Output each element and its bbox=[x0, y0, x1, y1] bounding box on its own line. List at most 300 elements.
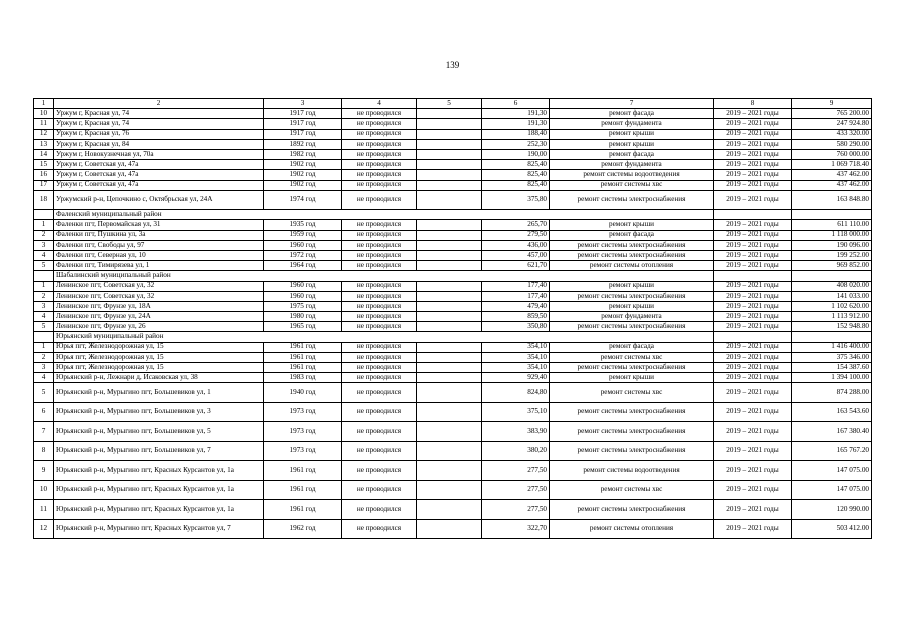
cost-cell: 120 990.00 bbox=[792, 500, 872, 520]
last-repair-cell: не проводился bbox=[342, 422, 417, 442]
address-cell: Уржум г, Красная ул, 84 bbox=[54, 139, 264, 149]
section-title: Фаленский муниципальный район bbox=[54, 210, 714, 220]
address-cell: Юрьянский р-н, Мурыгино пгт, Красных Курсантов ул, 1а bbox=[54, 480, 264, 500]
last-repair-cell: не проводился bbox=[342, 250, 417, 260]
empty-cell bbox=[417, 170, 482, 180]
empty-cell bbox=[417, 402, 482, 422]
work-type-cell: ремонт крыши bbox=[550, 139, 714, 149]
last-repair-cell: не проводился bbox=[342, 149, 417, 159]
period-cell: 2019 – 2021 годы bbox=[714, 383, 792, 403]
empty-cell bbox=[417, 109, 482, 119]
cost-cell: 163 543.60 bbox=[792, 402, 872, 422]
area-cell: 824,80 bbox=[482, 383, 550, 403]
cost-cell: 433 320.00 bbox=[792, 129, 872, 139]
cost-cell: 408 020.00 bbox=[792, 281, 872, 291]
year-built-cell: 1902 год bbox=[264, 160, 342, 170]
table-row bbox=[34, 342, 872, 352]
address-cell: Юрьянский р-н, Мурыгино пгт, Красных Курсантов ул, 1а bbox=[54, 500, 264, 520]
work-type-cell: ремонт системы электроснабжения bbox=[550, 322, 714, 332]
empty-cell bbox=[417, 139, 482, 149]
row-number: 15 bbox=[34, 160, 54, 170]
work-type-cell: ремонт системы электроснабжения bbox=[550, 240, 714, 250]
year-built-cell: 1961 год bbox=[264, 500, 342, 520]
address-cell: Юрьянский р-н, Мурыгино пгт, Большевиков ул, 1 bbox=[54, 383, 264, 403]
area-cell: 279,50 bbox=[482, 230, 550, 240]
table-row bbox=[34, 461, 872, 481]
period-cell: 2019 – 2021 годы bbox=[714, 281, 792, 291]
row-number: 4 bbox=[34, 250, 54, 260]
empty-cell bbox=[417, 149, 482, 159]
work-type-cell: ремонт системы электроснабжения bbox=[550, 402, 714, 422]
table-row bbox=[34, 220, 872, 230]
area-cell: 859,50 bbox=[482, 312, 550, 322]
period-cell: 2019 – 2021 годы bbox=[714, 312, 792, 322]
address-cell: Уржум г, Новокузнечная ул, 70а bbox=[54, 149, 264, 159]
address-cell: Юрьянский р-н, Мурыгино пгт, Большевиков ул, 7 bbox=[54, 441, 264, 461]
empty-cell bbox=[417, 301, 482, 311]
year-built-cell: 1902 год bbox=[264, 180, 342, 190]
header-cell: 3 bbox=[264, 99, 342, 109]
work-type-cell: ремонт системы хвс bbox=[550, 383, 714, 403]
period-cell: 2019 – 2021 годы bbox=[714, 240, 792, 250]
empty-cell bbox=[417, 250, 482, 260]
work-type-cell: ремонт системы водоотведения bbox=[550, 461, 714, 481]
period-cell: 2019 – 2021 годы bbox=[714, 149, 792, 159]
area-cell: 825,40 bbox=[482, 180, 550, 190]
area-cell: 190,00 bbox=[482, 149, 550, 159]
row-number: 9 bbox=[34, 461, 54, 481]
row-number: 5 bbox=[34, 322, 54, 332]
page-number: 139 bbox=[445, 60, 460, 70]
row-number: 10 bbox=[34, 480, 54, 500]
year-built-cell: 1960 год bbox=[264, 291, 342, 301]
address-cell: Юрьянский р-н, Мурыгино пгт, Большевиков ул, 5 bbox=[54, 422, 264, 442]
period-cell: 2019 – 2021 годы bbox=[714, 119, 792, 129]
empty-cell bbox=[417, 281, 482, 291]
last-repair-cell: не проводился bbox=[342, 139, 417, 149]
row-number: 4 bbox=[34, 312, 54, 322]
table-row bbox=[34, 383, 872, 403]
header-cell: 8 bbox=[714, 99, 792, 109]
year-built-cell: 1972 год bbox=[264, 250, 342, 260]
empty-cell bbox=[417, 230, 482, 240]
last-repair-cell: не проводился bbox=[342, 281, 417, 291]
period-cell: 2019 – 2021 годы bbox=[714, 261, 792, 271]
table-row bbox=[34, 149, 872, 159]
period-cell: 2019 – 2021 годы bbox=[714, 170, 792, 180]
area-cell: 375,80 bbox=[482, 190, 550, 210]
table-row bbox=[34, 422, 872, 442]
empty-cell bbox=[417, 261, 482, 271]
period-cell: 2019 – 2021 годы bbox=[714, 461, 792, 481]
last-repair-cell: не проводился bbox=[342, 119, 417, 129]
cost-cell: 190 096.00 bbox=[792, 240, 872, 250]
area-cell: 265,70 bbox=[482, 220, 550, 230]
section-row bbox=[34, 271, 872, 281]
table-row bbox=[34, 250, 872, 260]
year-built-cell: 1965 год bbox=[264, 322, 342, 332]
table-body bbox=[34, 99, 872, 539]
table-row bbox=[34, 170, 872, 180]
table-row bbox=[34, 363, 872, 373]
cost-cell: 437 462.00 bbox=[792, 180, 872, 190]
section-spacer-cell bbox=[792, 210, 872, 220]
empty-cell bbox=[417, 119, 482, 129]
cost-cell: 147 075.00 bbox=[792, 461, 872, 481]
empty-cell bbox=[417, 500, 482, 520]
work-type-cell: ремонт крыши bbox=[550, 373, 714, 383]
cost-cell: 199 252.00 bbox=[792, 250, 872, 260]
empty-cell bbox=[417, 160, 482, 170]
table-row bbox=[34, 180, 872, 190]
work-type-cell: ремонт системы электроснабжения bbox=[550, 500, 714, 520]
row-number: 2 bbox=[34, 352, 54, 362]
header-cell: 7 bbox=[550, 99, 714, 109]
table-row bbox=[34, 240, 872, 250]
empty-cell bbox=[417, 519, 482, 539]
cost-cell: 1 113 912.00 bbox=[792, 312, 872, 322]
row-number: 2 bbox=[34, 291, 54, 301]
year-built-cell: 1975 год bbox=[264, 301, 342, 311]
header-cell: 5 bbox=[417, 99, 482, 109]
cost-cell: 1 118 000.00 bbox=[792, 230, 872, 240]
address-cell: Ленинское пгт, Фрунзе ул, 24А bbox=[54, 312, 264, 322]
empty-cell bbox=[417, 352, 482, 362]
empty-cell bbox=[417, 342, 482, 352]
period-cell: 2019 – 2021 годы bbox=[714, 402, 792, 422]
table-row bbox=[34, 312, 872, 322]
table-header-row bbox=[34, 99, 872, 109]
table-row bbox=[34, 322, 872, 332]
section-spacer-cell bbox=[792, 271, 872, 281]
section-title: Шабалинский муниципальный район bbox=[54, 271, 714, 281]
area-cell: 457,00 bbox=[482, 250, 550, 260]
year-built-cell: 1961 год bbox=[264, 352, 342, 362]
period-cell: 2019 – 2021 годы bbox=[714, 352, 792, 362]
period-cell: 2019 – 2021 годы bbox=[714, 500, 792, 520]
area-cell: 354,10 bbox=[482, 352, 550, 362]
empty-cell bbox=[417, 322, 482, 332]
work-type-cell: ремонт фасада bbox=[550, 149, 714, 159]
year-built-cell: 1961 год bbox=[264, 480, 342, 500]
year-built-cell: 1917 год bbox=[264, 119, 342, 129]
area-cell: 929,40 bbox=[482, 373, 550, 383]
year-built-cell: 1974 год bbox=[264, 190, 342, 210]
address-cell: Юрьянский р-н, Мурыгино пгт, Красных Курсантов ул, 7 bbox=[54, 519, 264, 539]
cost-cell: 247 924.80 bbox=[792, 119, 872, 129]
period-cell: 2019 – 2021 годы bbox=[714, 160, 792, 170]
section-row bbox=[34, 210, 872, 220]
cost-cell: 580 290.00 bbox=[792, 139, 872, 149]
last-repair-cell: не проводился bbox=[342, 342, 417, 352]
cost-cell: 437 462.00 bbox=[792, 170, 872, 180]
area-cell: 191,30 bbox=[482, 119, 550, 129]
empty-cell bbox=[417, 383, 482, 403]
address-cell: Юрьянский р-н, Лежнари д, Исаковская ул, 38 bbox=[54, 373, 264, 383]
table-row bbox=[34, 190, 872, 210]
area-cell: 322,70 bbox=[482, 519, 550, 539]
row-number: 8 bbox=[34, 441, 54, 461]
year-built-cell: 1982 год bbox=[264, 149, 342, 159]
year-built-cell: 1973 год bbox=[264, 402, 342, 422]
work-type-cell: ремонт крыши bbox=[550, 301, 714, 311]
row-number: 3 bbox=[34, 363, 54, 373]
empty-cell bbox=[417, 461, 482, 481]
work-type-cell: ремонт системы электроснабжения bbox=[550, 190, 714, 210]
cost-cell: 1 069 718.40 bbox=[792, 160, 872, 170]
work-type-cell: ремонт фасада bbox=[550, 109, 714, 119]
row-number: 3 bbox=[34, 240, 54, 250]
row-number: 3 bbox=[34, 301, 54, 311]
row-number: 4 bbox=[34, 373, 54, 383]
cost-cell: 760 000.00 bbox=[792, 149, 872, 159]
period-cell: 2019 – 2021 годы bbox=[714, 129, 792, 139]
row-number: 11 bbox=[34, 119, 54, 129]
year-built-cell: 1961 год bbox=[264, 363, 342, 373]
work-type-cell: ремонт системы хвс bbox=[550, 480, 714, 500]
work-type-cell: ремонт фасада bbox=[550, 342, 714, 352]
work-type-cell: ремонт системы электроснабжения bbox=[550, 363, 714, 373]
year-built-cell: 1961 год bbox=[264, 342, 342, 352]
row-number: 7 bbox=[34, 422, 54, 442]
cost-cell: 765 200.00 bbox=[792, 109, 872, 119]
cost-cell: 1 102 620.00 bbox=[792, 301, 872, 311]
area-cell: 350,80 bbox=[482, 322, 550, 332]
period-cell: 2019 – 2021 годы bbox=[714, 291, 792, 301]
row-number: 12 bbox=[34, 519, 54, 539]
empty-cell bbox=[417, 312, 482, 322]
cost-cell: 141 033.00 bbox=[792, 291, 872, 301]
address-cell: Уржум г, Красная ул, 74 bbox=[54, 119, 264, 129]
last-repair-cell: не проводился bbox=[342, 461, 417, 481]
table-row bbox=[34, 281, 872, 291]
empty-cell bbox=[417, 373, 482, 383]
table-row bbox=[34, 261, 872, 271]
last-repair-cell: не проводился bbox=[342, 170, 417, 180]
address-cell: Уржум г, Красная ул, 76 bbox=[54, 129, 264, 139]
cost-cell: 874 288.00 bbox=[792, 383, 872, 403]
period-cell: 2019 – 2021 годы bbox=[714, 480, 792, 500]
address-cell: Фаленки пгт, Тимирязева ул, 1 bbox=[54, 261, 264, 271]
address-cell: Ленинское пгт, Фрунзе ул, 26 bbox=[54, 322, 264, 332]
table-row bbox=[34, 109, 872, 119]
empty-cell bbox=[417, 190, 482, 210]
last-repair-cell: не проводился bbox=[342, 261, 417, 271]
table-row bbox=[34, 352, 872, 362]
cost-cell: 167 380.40 bbox=[792, 422, 872, 442]
row-number: 2 bbox=[34, 230, 54, 240]
header-cell: 9 bbox=[792, 99, 872, 109]
cost-cell: 154 387.60 bbox=[792, 363, 872, 373]
last-repair-cell: не проводился bbox=[342, 301, 417, 311]
last-repair-cell: не проводился bbox=[342, 190, 417, 210]
work-type-cell: ремонт фундамента bbox=[550, 119, 714, 129]
table-row bbox=[34, 402, 872, 422]
last-repair-cell: не проводился bbox=[342, 230, 417, 240]
area-cell: 277,50 bbox=[482, 480, 550, 500]
section-title: Юрьянский муниципальный район bbox=[54, 332, 714, 342]
address-cell: Ленинское пгт, Фрунзе ул, 18А bbox=[54, 301, 264, 311]
year-built-cell: 1962 год bbox=[264, 519, 342, 539]
last-repair-cell: не проводился bbox=[342, 322, 417, 332]
empty-cell bbox=[417, 363, 482, 373]
row-number: 5 bbox=[34, 383, 54, 403]
cost-cell: 152 948.80 bbox=[792, 322, 872, 332]
area-cell: 375,10 bbox=[482, 402, 550, 422]
year-built-cell: 1940 год bbox=[264, 383, 342, 403]
section-spacer-cell bbox=[714, 210, 792, 220]
area-cell: 621,70 bbox=[482, 261, 550, 271]
row-number: 14 bbox=[34, 149, 54, 159]
row-number: 13 bbox=[34, 139, 54, 149]
table-row bbox=[34, 230, 872, 240]
last-repair-cell: не проводился bbox=[342, 441, 417, 461]
cost-cell: 1 416 400.00 bbox=[792, 342, 872, 352]
cost-cell: 1 394 100.00 bbox=[792, 373, 872, 383]
period-cell: 2019 – 2021 годы bbox=[714, 342, 792, 352]
section-spacer-cell bbox=[792, 332, 872, 342]
last-repair-cell: не проводился bbox=[342, 240, 417, 250]
header-cell: 1 bbox=[34, 99, 54, 109]
last-repair-cell: не проводился bbox=[342, 291, 417, 301]
area-cell: 383,90 bbox=[482, 422, 550, 442]
section-spacer-cell bbox=[34, 271, 54, 281]
period-cell: 2019 – 2021 годы bbox=[714, 441, 792, 461]
table-row bbox=[34, 139, 872, 149]
address-cell: Уржум г, Советская ул, 47а bbox=[54, 170, 264, 180]
last-repair-cell: не проводился bbox=[342, 480, 417, 500]
area-cell: 277,50 bbox=[482, 500, 550, 520]
last-repair-cell: не проводился bbox=[342, 129, 417, 139]
work-type-cell: ремонт системы хвс bbox=[550, 180, 714, 190]
period-cell: 2019 – 2021 годы bbox=[714, 422, 792, 442]
area-cell: 188,40 bbox=[482, 129, 550, 139]
work-type-cell: ремонт системы электроснабжения bbox=[550, 250, 714, 260]
row-number: 17 bbox=[34, 180, 54, 190]
period-cell: 2019 – 2021 годы bbox=[714, 220, 792, 230]
year-built-cell: 1973 год bbox=[264, 422, 342, 442]
last-repair-cell: не проводился bbox=[342, 352, 417, 362]
year-built-cell: 1980 год bbox=[264, 312, 342, 322]
last-repair-cell: не проводился bbox=[342, 402, 417, 422]
work-type-cell: ремонт фасада bbox=[550, 230, 714, 240]
address-cell: Уржум г, Советская ул, 47а bbox=[54, 160, 264, 170]
year-built-cell: 1961 год bbox=[264, 461, 342, 481]
table-row bbox=[34, 500, 872, 520]
table-row bbox=[34, 291, 872, 301]
area-cell: 277,50 bbox=[482, 461, 550, 481]
table-row bbox=[34, 119, 872, 129]
table-row bbox=[34, 301, 872, 311]
empty-cell bbox=[417, 129, 482, 139]
section-spacer-cell bbox=[714, 332, 792, 342]
empty-cell bbox=[417, 441, 482, 461]
row-number: 5 bbox=[34, 261, 54, 271]
area-cell: 354,10 bbox=[482, 342, 550, 352]
cost-cell: 165 767.20 bbox=[792, 441, 872, 461]
period-cell: 2019 – 2021 годы bbox=[714, 250, 792, 260]
address-cell: Ленинское пгт, Советская ул, 32 bbox=[54, 291, 264, 301]
year-built-cell: 1973 год bbox=[264, 441, 342, 461]
area-cell: 479,40 bbox=[482, 301, 550, 311]
period-cell: 2019 – 2021 годы bbox=[714, 373, 792, 383]
last-repair-cell: не проводился bbox=[342, 160, 417, 170]
last-repair-cell: не проводился bbox=[342, 363, 417, 373]
row-number: 1 bbox=[34, 281, 54, 291]
year-built-cell: 1964 год bbox=[264, 261, 342, 271]
address-cell: Юрья пгт, Железнодорожная ул, 15 bbox=[54, 342, 264, 352]
header-cell: 2 bbox=[54, 99, 264, 109]
address-cell: Ленинское пгт, Советская ул, 32 bbox=[54, 281, 264, 291]
address-cell: Юрья пгт, Железнодорожная ул, 15 bbox=[54, 363, 264, 373]
work-type-cell: ремонт системы хвс bbox=[550, 352, 714, 362]
area-cell: 380,20 bbox=[482, 441, 550, 461]
table-row bbox=[34, 129, 872, 139]
cost-cell: 611 110.00 bbox=[792, 220, 872, 230]
empty-cell bbox=[417, 422, 482, 442]
table-row bbox=[34, 441, 872, 461]
year-built-cell: 1892 год bbox=[264, 139, 342, 149]
table-row bbox=[34, 373, 872, 383]
table-row bbox=[34, 160, 872, 170]
row-number: 1 bbox=[34, 342, 54, 352]
work-type-cell: ремонт системы отопления bbox=[550, 261, 714, 271]
work-type-cell: ремонт системы электроснабжения bbox=[550, 422, 714, 442]
address-cell: Фаленки пгт, Северная ул, 10 bbox=[54, 250, 264, 260]
work-type-cell: ремонт крыши bbox=[550, 281, 714, 291]
repair-register-table bbox=[33, 98, 872, 539]
period-cell: 2019 – 2021 годы bbox=[714, 322, 792, 332]
work-type-cell: ремонт фундамента bbox=[550, 312, 714, 322]
work-type-cell: ремонт системы электроснабжения bbox=[550, 441, 714, 461]
year-built-cell: 1902 год bbox=[264, 170, 342, 180]
address-cell: Юрьянский р-н, Мурыгино пгт, Красных Курсантов ул, 1а bbox=[54, 461, 264, 481]
period-cell: 2019 – 2021 годы bbox=[714, 301, 792, 311]
address-cell: Уржумский р-н, Цепочкино с, Октябрьская ул, 24А bbox=[54, 190, 264, 210]
row-number: 18 bbox=[34, 190, 54, 210]
period-cell: 2019 – 2021 годы bbox=[714, 180, 792, 190]
address-cell: Фаленки пгт, Свободы ул, 97 bbox=[54, 240, 264, 250]
cost-cell: 375 346.00 bbox=[792, 352, 872, 362]
last-repair-cell: не проводился bbox=[342, 109, 417, 119]
section-row bbox=[34, 332, 872, 342]
empty-cell bbox=[417, 480, 482, 500]
row-number: 1 bbox=[34, 220, 54, 230]
work-type-cell: ремонт фундамента bbox=[550, 160, 714, 170]
table-row bbox=[34, 480, 872, 500]
area-cell: 825,40 bbox=[482, 160, 550, 170]
row-number: 6 bbox=[34, 402, 54, 422]
year-built-cell: 1959 год bbox=[264, 230, 342, 240]
cost-cell: 969 852.00 bbox=[792, 261, 872, 271]
period-cell: 2019 – 2021 годы bbox=[714, 139, 792, 149]
period-cell: 2019 – 2021 годы bbox=[714, 230, 792, 240]
period-cell: 2019 – 2021 годы bbox=[714, 190, 792, 210]
work-type-cell: ремонт системы электроснабжения bbox=[550, 291, 714, 301]
last-repair-cell: не проводился bbox=[342, 383, 417, 403]
work-type-cell: ремонт системы отопления bbox=[550, 519, 714, 539]
cost-cell: 503 412.00 bbox=[792, 519, 872, 539]
row-number: 12 bbox=[34, 129, 54, 139]
year-built-cell: 1917 год bbox=[264, 109, 342, 119]
address-cell: Фаленки пгт, Пушкина ул, 3а bbox=[54, 230, 264, 240]
work-type-cell: ремонт крыши bbox=[550, 129, 714, 139]
year-built-cell: 1960 год bbox=[264, 240, 342, 250]
period-cell: 2019 – 2021 годы bbox=[714, 519, 792, 539]
area-cell: 436,00 bbox=[482, 240, 550, 250]
last-repair-cell: не проводился bbox=[342, 373, 417, 383]
last-repair-cell: не проводился bbox=[342, 220, 417, 230]
